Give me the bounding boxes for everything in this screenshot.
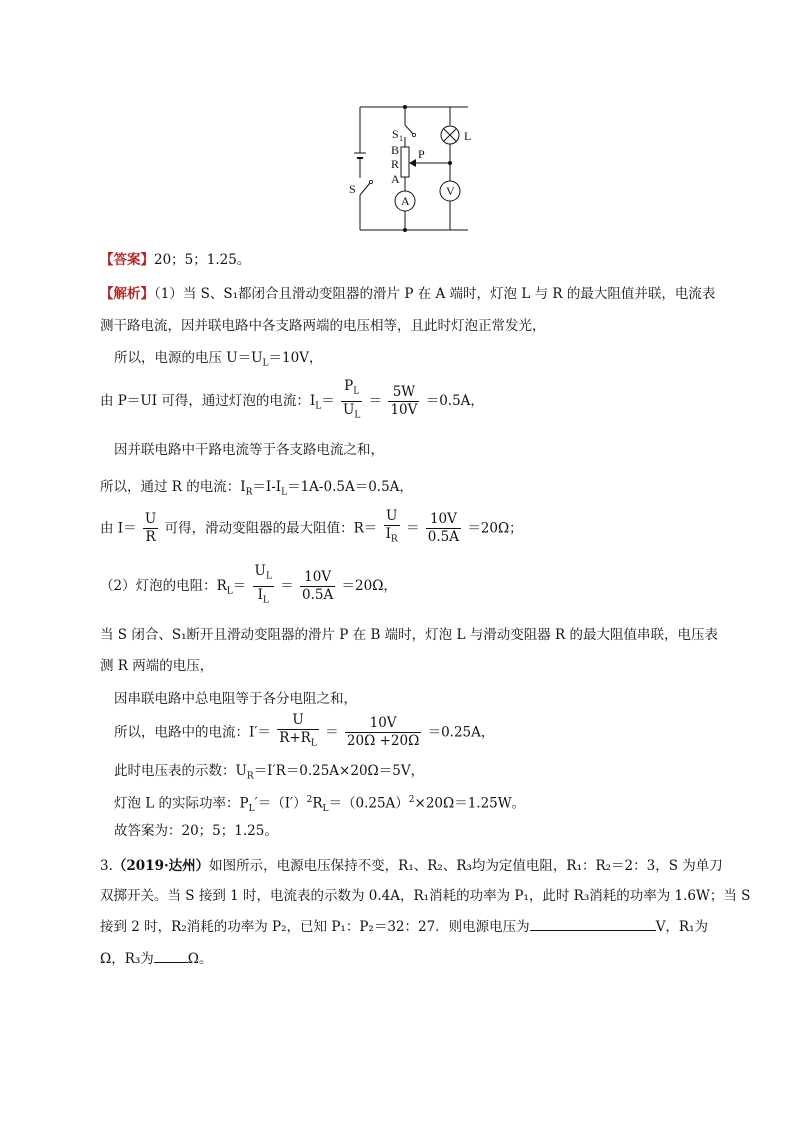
t: Ω，R₃为	[100, 951, 154, 967]
analysis-line-1b: 测干路电流，因并联电路中各支路两端的电压相等，且此时灯泡正常发光，	[100, 318, 546, 334]
question-3-line-3	[100, 918, 708, 936]
t: ′＝（I′）	[254, 795, 307, 812]
analysis-line-8b: 测 R 两端的电压，	[100, 658, 214, 674]
analysis-line-6: 由 I＝ $\frac{U}{R}$ 可得，滑动变阻器的最大阻值：R＝ $\frac{U}{I_R}$ ＝ $\frac{10V}{0.5A}$ ＝20Ω；	[100, 508, 523, 549]
t: ×20Ω＝1.25W。	[414, 795, 526, 812]
question-3-line-4	[100, 950, 212, 968]
t: 10V	[345, 715, 421, 733]
label-a: A	[391, 172, 400, 186]
t: P	[344, 378, 354, 394]
analysis-line-13: 故答案为：20；5；1.25。	[114, 823, 278, 839]
t: V，R₁为	[655, 919, 709, 935]
analysis-label: 【解析】	[100, 286, 154, 302]
t: 由 P＝UI 可得，通过灯泡的电流：I	[100, 393, 316, 410]
t: L	[265, 571, 272, 582]
fraction	[300, 569, 335, 604]
t: 10V	[300, 569, 335, 587]
t: U	[343, 401, 355, 418]
fraction	[277, 712, 319, 753]
t: 2	[408, 795, 415, 805]
t: ＝20Ω，	[341, 578, 397, 595]
analysis-line-5	[100, 478, 413, 502]
voltmeter-label: V	[446, 184, 455, 198]
label-s1-sub: 1	[399, 134, 403, 143]
analysis-line-8: 当 S 闭合、S₁断开且滑动变阻器的滑片 P 在 B 端时，灯泡 L 与滑动变阻器 R 的最大阻值串联，电压表	[100, 627, 718, 643]
t: R	[390, 534, 398, 545]
t: ＝20Ω；	[467, 520, 523, 537]
analysis-line-1	[100, 285, 715, 303]
t: L	[354, 410, 361, 421]
blank-voltage[interactable]	[530, 918, 656, 931]
analysis-line-10: 所以，电路中的电流：I′＝ $\frac{U}{R+R_L}$ ＝ $\frac{10V}{20\Omega +20\Omega}$ ＝0.25A，	[114, 712, 494, 753]
label-lamp: L	[464, 129, 472, 143]
t: ＝I′R＝0.25A×20Ω＝5V，	[253, 763, 425, 779]
fraction	[143, 511, 158, 546]
t: U	[144, 510, 157, 527]
fraction	[388, 384, 419, 419]
answer-text: 20；5；1.25。	[154, 252, 251, 268]
t: 0.5A	[427, 528, 460, 545]
t: U	[277, 712, 319, 730]
t: I	[385, 526, 391, 542]
t: ＝（0.25A）	[328, 795, 409, 812]
fraction	[426, 511, 461, 546]
label-b: B	[391, 143, 400, 157]
analysis-line-11	[114, 762, 424, 786]
t: L	[262, 358, 269, 369]
t: 灯泡 L 的实际功率：P	[114, 795, 249, 812]
t: L	[281, 487, 288, 498]
t: ＝	[368, 393, 383, 410]
blank-r3[interactable]	[154, 950, 188, 963]
t: ＝10V，	[268, 350, 323, 366]
t: 10V	[426, 511, 461, 529]
answer-label: 【答案】	[100, 252, 154, 268]
t: 5W	[388, 384, 419, 402]
fraction	[341, 378, 362, 424]
t: 由 I＝	[100, 520, 137, 537]
fraction	[345, 715, 421, 750]
t: 20Ω +20Ω	[346, 732, 420, 749]
t: ＝	[321, 393, 335, 410]
t: 所以，电源的电压 U＝U	[114, 350, 263, 366]
t: ＝1A-0.5A＝0.5A，	[287, 479, 413, 495]
t: L	[353, 386, 360, 397]
t: 2	[306, 795, 313, 805]
t: 可得，滑动变阻器的最大阻值：R＝	[164, 520, 378, 537]
t: L	[226, 586, 233, 597]
analysis-line-7: （2）灯泡的电阻：$R_L=$ $\frac{U_L}{I_L}$ ＝ $\frac{10V}{0.5A}$ ＝20Ω，	[100, 563, 397, 609]
analysis-line-2	[114, 349, 322, 373]
t: I	[257, 586, 263, 603]
t: R	[145, 528, 156, 545]
question-3-line-2: 双掷开关。当 S 接到 1 时，电流表的示数为 0.4A，R₁消耗的功率为 P₁，此时 R₃消耗的功率为 1.6W；当 S	[100, 888, 751, 904]
t: L	[322, 804, 329, 815]
label-r: R	[391, 157, 400, 171]
t: 接到 2 时，R₂消耗的功率为 P₂，已知 P₁：P₂＝32：27．则电源电压为	[100, 919, 530, 935]
t: U	[254, 563, 266, 579]
fraction	[384, 508, 400, 549]
circuit-diagram	[340, 95, 490, 235]
analysis-text-1: （1）当 S、S₁都闭合且滑动变阻器的滑片 P 在 A 端时，灯泡 L 与 R 的最大阻值并联，电流表	[154, 286, 716, 302]
answer-line	[100, 251, 250, 269]
t: 10V	[390, 401, 418, 418]
analysis-line-4: 因并联电路中干路电流等于各支路电流之和，	[114, 442, 384, 458]
t: ＝0.25A，	[427, 724, 495, 741]
t: 0.5A	[302, 586, 334, 603]
t: L	[310, 738, 317, 749]
analysis-line-3	[100, 378, 484, 424]
label-p: P	[418, 147, 425, 161]
t: L	[315, 401, 322, 412]
t: R+R	[279, 730, 311, 746]
t: 如图所示，电源电压保持不变，R₁、R₂、R₃均为定值电阻，R₁：R₂＝2：3，S 为单刀	[209, 858, 723, 874]
t: 所以，电路中的电流：I′＝	[114, 724, 271, 741]
t: 此时电压表的示数：U	[114, 763, 247, 779]
analysis-line-9: 因串联电路中总电阻等于各分电阻之和，	[114, 691, 357, 707]
t: Ω。	[187, 951, 213, 967]
analysis-line-12	[114, 791, 525, 818]
ammeter-label: A	[401, 194, 410, 208]
t: R	[312, 795, 323, 812]
fraction	[253, 563, 274, 609]
label-s: S	[349, 182, 356, 196]
t: ＝0.5A，	[425, 393, 484, 410]
t: （2）灯泡的电阻：R	[100, 578, 227, 595]
question-source: （2019·达州）	[112, 858, 210, 874]
t: 所以，通过 R 的电流：I	[100, 479, 246, 495]
label-s1: S	[392, 127, 399, 141]
t: ＝I-I	[252, 479, 282, 495]
t: R	[246, 771, 254, 782]
t: R	[245, 487, 253, 498]
t: L	[262, 595, 269, 606]
t: U	[384, 508, 400, 526]
question-3-line-1	[100, 857, 723, 875]
question-number: 3.	[100, 858, 113, 874]
t: L	[248, 804, 255, 815]
